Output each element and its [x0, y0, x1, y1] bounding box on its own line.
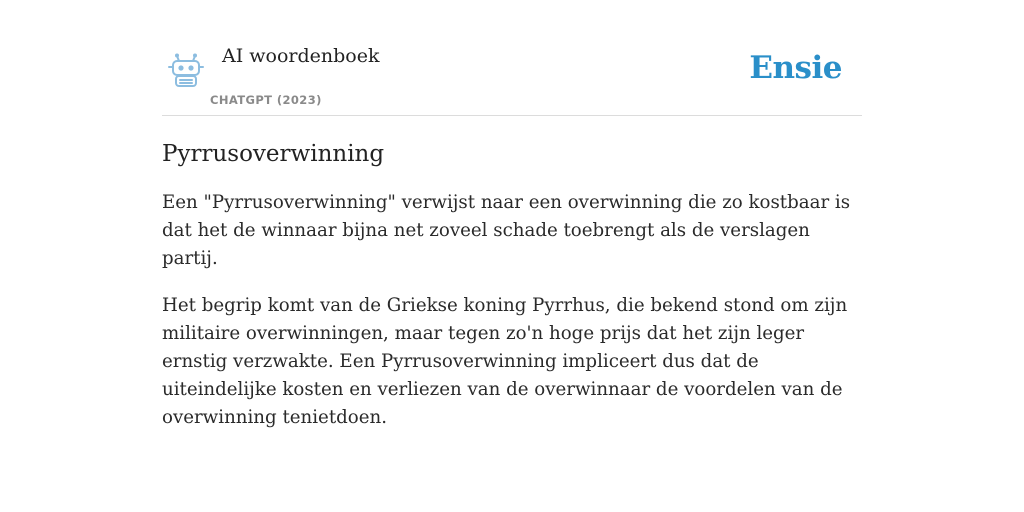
definition-paragraph: Het begrip komt van de Griekse koning Pyrrhus, die bekend stond om zijn militaire overwinningen, maar tegen zo'n hoge prijs dat het zijn leger ernstig verzwakte. Een Pyrrusoverwinning impliceert dus dat de uiteindelijke kosten en verliezen van de overwinnaar de voordelen van de overwinning tenietdoen.	[162, 295, 848, 428]
definition-card	[162, 40, 862, 432]
robot-icon	[166, 52, 206, 88]
entry-term: Pyrrusoverwinning	[162, 141, 385, 167]
brand-logo[interactable]: Ensie	[749, 50, 842, 86]
source-subtitle: CHATGPT (2023)	[210, 93, 322, 107]
source-title[interactable]: AI woordenboek	[222, 45, 380, 67]
card-header	[162, 40, 862, 116]
definition-paragraph: Een "Pyrrusoverwinning" verwijst naar een overwinning die zo kostbaar is dat het de winnaar bijna net zoveel schade toebrengt als de verslagen partij.	[162, 192, 851, 269]
